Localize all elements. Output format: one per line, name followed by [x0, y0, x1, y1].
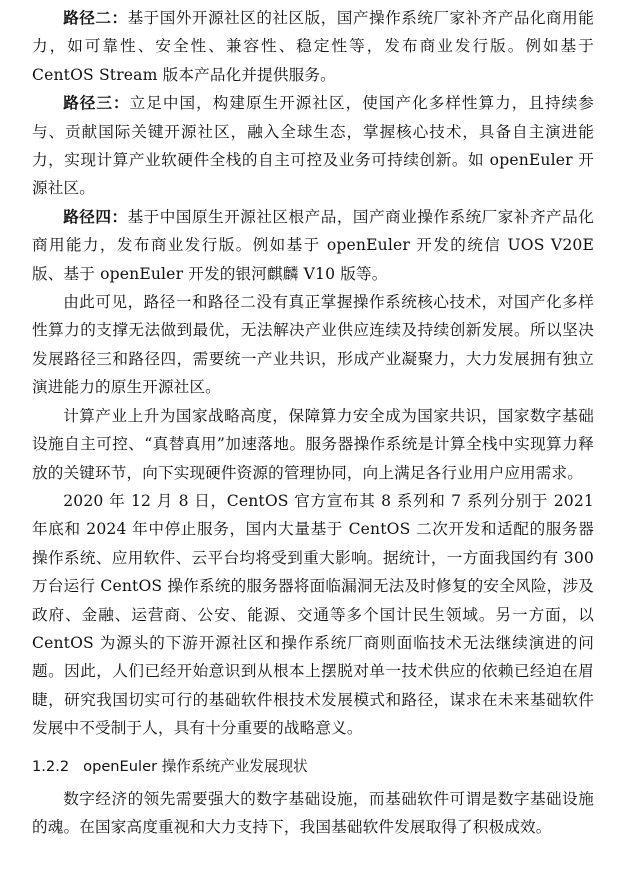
paragraph-path-two — [32, 4, 594, 89]
paragraph-strategy — [32, 402, 594, 487]
paragraph-text: 立足中国，构建原生开源社区，使国产化多样性算力，且持续参与、贡献国际关键开源社区，融入全球生态，掌握核心技术，具备自主演进能力，实现计算产业软硬件全栈的自主可控及业务可持续创新。如 openEuler 开源社区。 — [32, 94, 594, 198]
section-heading — [32, 753, 594, 781]
paragraph-path-three — [32, 89, 594, 203]
paragraph-text: 计算产业上升为国家战略高度，保障算力安全成为国家共识，国家数字基础设施自主可控、“真替真用”加速落地。服务器操作系统是计算全栈中实现算力释放的关键环节，向下实现硬件资源的管理协同，向上满足各行业用户应用需求。 — [32, 406, 594, 482]
paragraph-text: 数字经济的领先需要强大的数字基础设施，而基础软件可谓是数字基础设施的魂。在国家高度重视和大力支持下，我国基础软件发展取得了积极成效。 — [32, 789, 594, 836]
paragraph-centos-eol — [32, 487, 594, 743]
paragraph-lead: 路径二： — [63, 8, 128, 27]
paragraph-lead: 路径四： — [63, 206, 128, 226]
document-page — [32, 4, 594, 841]
section-title: openEuler 操作系统产业发展现状 — [83, 757, 308, 775]
paragraph-text: 基于国外开源社区的社区版，国产操作系统厂家补齐产品化商用能力，如可靠性、安全性、兼容性、稳定性等，发布商业发行版。例如基于 CentOS Stream 版本产品化并提供服务。 — [32, 9, 594, 84]
section-number: 1.2.2 — [32, 757, 70, 775]
paragraph-text: 由此可见，路径一和路径二没有真正掌握操作系统核心技术，对国产化多样性算力的支撑无法做到最优，无法解决产业供应连续及持续创新发展。所以坚决发展路径三和路径四，需要统一产业共识，形成产业凝聚力，大力发展拥有独立演进能力的原生开源社区。 — [32, 293, 594, 397]
paragraph-section-intro — [32, 785, 594, 842]
paragraph-lead: 路径三： — [63, 93, 130, 113]
paragraph-text: 基于中国原生开源社区根产品，国产商业操作系统厂家补齐产品化商用能力，发布商业发行版。例如基于 openEuler 开发的统信 UOS V20E 版、基于 openEuler 开发的银河麒麟 V10 版等。 — [32, 207, 594, 283]
paragraph-text: 2020 年 12 月 8 日，CentOS 官方宣布其 8 系列和 7 系列分别于 2021 年底和 2024 年中停止服务，国内大量基于 CentOS 二次开发和适配的服务器操作系统、应用软件、云平台均将受到重大影响。据统计，一方面我国约有 300 万台运行 CentOS 操作系统的服务器将面临漏洞无法及时修复的安全风险，涉及政府、金融、运营商、公安、能源、交通等多个国计民生领域。另一方面，以 CentOS 为源头的下游开源社区和操作系统厂商则面临技术无法继续演进的问题。因此，人们已经开始意识到从根本上摆脱对单一技术供应的依赖已经迫在眉睫，研究我国切实可行的基础软件根技术发展模式和路径，谋求在未来基础软件发展中不受制于人，具有十分重要的战略意义。 — [32, 491, 594, 738]
paragraph-path-four — [32, 203, 594, 288]
paragraph-conclusion — [32, 288, 594, 402]
